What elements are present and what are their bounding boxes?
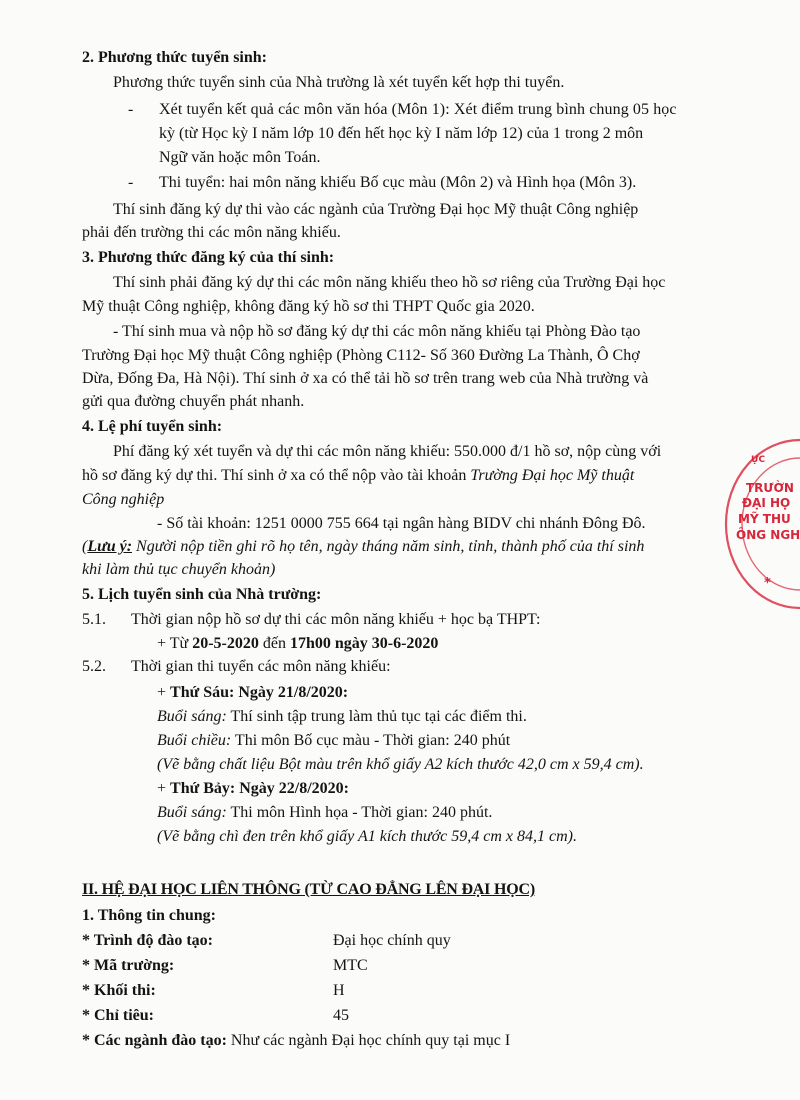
majors-value: Như các ngành Đại học chính quy tại mục I [226,1032,511,1049]
seal-star: * [764,576,771,591]
item-5-1-number: 5.1. [82,611,106,628]
part-2-heading: II. HỆ ĐẠI HỌC LIÊN THÔNG (TỪ CAO ĐẲNG LÊN ĐẠI HỌC) [82,881,535,898]
section-3-para-2-line-2: Trường Đại học Mỹ thuật Công nghiệp (Phòng C112- Số 360 Đường La Thành, Ô Chợ [82,347,640,364]
day-1-morning: Buổi sáng: Thí sinh tập trung làm thủ tục tại các điểm thi. [157,708,527,725]
seal-line-2: ĐẠI HỌ [742,496,791,510]
info-value: Đại học chính quy [333,932,451,949]
item-5-2-number: 5.2. [82,658,106,675]
seal-icon [722,432,800,622]
section-2-para-line-1: Thí sinh đăng ký dự thi vào các ngành của Trường Đại học Mỹ thuật Công nghiệp [113,201,639,218]
majors-label: * Các ngành đào tạo: [82,1032,227,1049]
bullet-1-line-3: Ngữ văn hoặc môn Toán. [159,149,321,166]
section-4-para-line-2: hồ sơ đăng ký dự thi. Thí sinh ở xa có thể nộp vào tài khoản Trường Đại học Mỹ thuật [82,467,635,484]
day-1-note: (Vẽ bằng chất liệu Bột màu trên khổ giấy A2 kích thước 42,0 cm x 59,4 cm). [157,756,644,773]
note-label: Lưu ý: [87,538,133,555]
majors-row [82,1031,510,1051]
bullet-dash: - [128,174,134,191]
info-value: MTC [333,957,368,974]
bullet-2-line-1: Thi tuyển: hai môn năng khiếu Bố cục màu (Môn 2) và Hình họa (Môn 3). [159,174,637,191]
seal-line-3: MỸ THU [738,512,791,526]
seal-line-4: ÔNG NGH [736,528,800,542]
section-3-para-2-line-3: Dừa, Đống Đa, Hà Nội). Thí sinh ở xa có thể tải hồ sơ trên trang web của Nhà trường và [82,370,649,387]
section-2-intro: Phương thức tuyển sinh của Nhà trường là xét tuyển kết hợp thi tuyển. [113,74,565,91]
section-5-heading: 5. Lịch tuyển sinh của Nhà trường: [82,586,322,603]
info-label: * Chỉ tiêu: [82,1007,154,1024]
section-4-heading: 4. Lệ phí tuyển sinh: [82,418,223,435]
note-line-1: (Lưu ý: Người nộp tiền ghi rõ họ tên, ngày tháng năm sinh, tỉnh, thành phố của thí sinh [82,538,645,555]
day-2-note: (Vẽ bằng chì đen trên khổ giấy A1 kích thước 59,4 cm x 84,1 cm). [157,828,577,845]
info-label: * Trình độ đào tạo: [82,932,213,949]
info-label: * Khối thi: [82,982,156,999]
note-line-2: khi làm thủ tục chuyển khoản) [82,561,276,578]
seal-line-1: TRƯỜN [746,481,794,495]
seal-top-text: ỰC [751,455,766,465]
section-3-para-2-line-4: gửi qua đường chuyển phát nhanh. [82,393,305,410]
section-3-heading: 3. Phương thức đăng ký của thí sinh: [82,249,335,266]
day-1-heading: + Thứ Sáu: Ngày 21/8/2020: [157,684,349,701]
item-5-1-text: Thời gian nộp hồ sơ dự thi các môn năng khiếu + học bạ THPT: [131,611,541,628]
day-2-heading: + Thứ Bảy: Ngày 22/8/2020: [157,780,349,797]
day-1-afternoon: Buổi chiều: Thi môn Bố cục màu - Thời gian: 240 phút [157,732,511,749]
red-seal-stamp [722,432,800,622]
section-4-para-line-1: Phí đăng ký xét tuyển và dự thi các môn năng khiếu: 550.000 đ/1 hồ sơ, nộp cùng với [113,443,662,460]
bullet-1-line-2: kỳ (từ Học kỳ I năm lớp 10 đến hết học kỳ I năm lớp 12) của 1 trong 2 môn [159,125,644,142]
bullet-dash: - [128,101,134,118]
section-3-para-1-line-1: Thí sinh phải đăng ký dự thi các môn năng khiếu theo hồ sơ riêng của Trường Đại học [113,274,666,291]
section-2-para-line-2: phải đến trường thi các môn năng khiếu. [82,224,341,241]
bullet-1-line-1: Xét tuyển kết quả các môn văn hóa (Môn 1): Xét điểm trung bình chung 05 học [159,101,677,118]
account-number-line: - Số tài khoản: 1251 0000 755 664 tại ngân hàng BIDV chi nhánh Đông Đô. [157,515,646,532]
item-5-1-dates: + Từ 20-5-2020 đến 17h00 ngày 30-6-2020 [157,635,439,652]
section-4-para-line-3: Công nghiệp [82,491,165,508]
account-name: Trường Đại học Mỹ thuật [470,467,635,484]
part-2-subheading: 1. Thông tin chung: [82,907,216,924]
info-label: * Mã trường: [82,957,175,974]
section-3-para-1-line-2: Mỹ thuật Công nghiệp, không đăng ký hồ sơ thi THPT Quốc gia 2020. [82,298,535,315]
section-2-heading: 2. Phương thức tuyển sinh: [82,49,267,66]
info-value: H [333,982,345,999]
info-value: 45 [333,1007,349,1024]
day-2-morning: Buổi sáng: Thi môn Hình họa - Thời gian: 240 phút. [157,804,493,821]
item-5-2-text: Thời gian thi tuyển các môn năng khiếu: [131,658,391,675]
section-3-para-2-line-1: - Thí sinh mua và nộp hồ sơ đăng ký dự thi các môn năng khiếu tại Phòng Đào tạo [113,323,641,340]
